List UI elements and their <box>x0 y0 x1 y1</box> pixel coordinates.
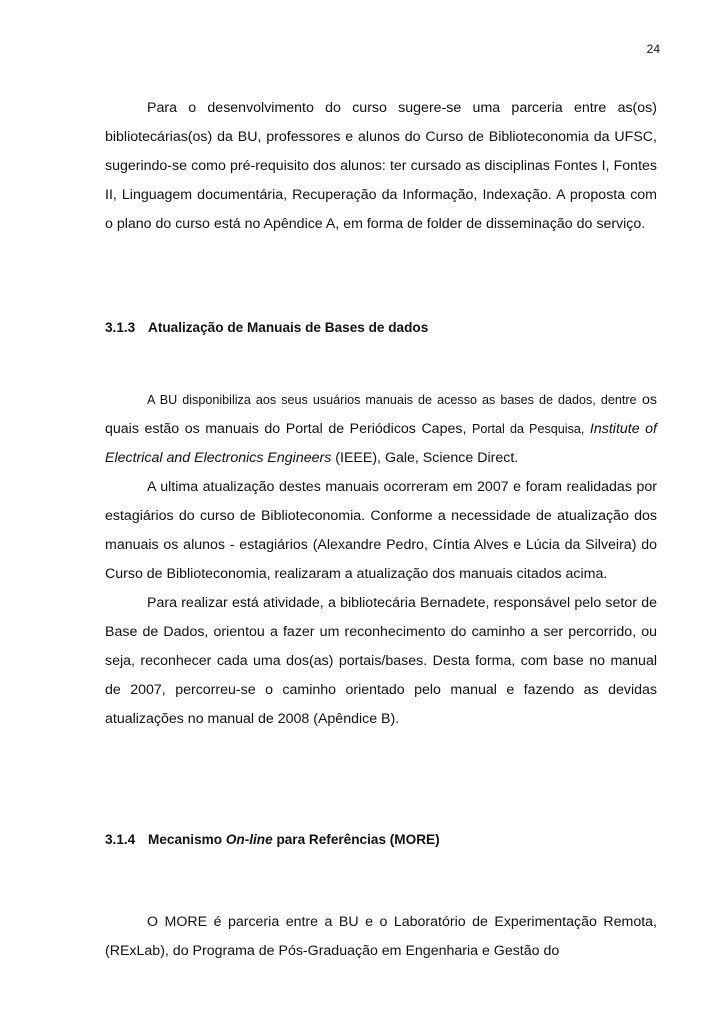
section-title: Mecanismo <box>148 832 223 847</box>
text-span: os quais estão os manuais do Portal de Periódicos Capes, <box>105 392 657 437</box>
italic-text: Institute of Electrical and Electronics Engineers <box>105 421 657 466</box>
text-span: (IEEE), Gale, Science Direct. <box>335 450 519 466</box>
section-heading-3-1-3 <box>105 320 428 335</box>
page-number: 24 <box>646 42 660 56</box>
text-span: Portal da Pesquisa, <box>471 422 585 436</box>
section-title: para Referências (MORE) <box>276 832 440 847</box>
paragraph-bu-manuals <box>105 386 657 473</box>
section-body-3-1-3 <box>105 386 657 734</box>
section-number: 3.1.3 <box>105 320 136 335</box>
section-title: Atualização de Manuais de Bases de dados <box>148 320 429 335</box>
paragraph-course-proposal: Para o desenvolvimento do curso sugere-se uma parceria entre as(os) bibliotecárias(os) da BU, professores e alunos do Curso de Biblioteconomia da UFSC, sugerindo-se como pré-requisito dos alunos: ter cursado as disciplinas Fontes I, Fontes II, Linguagem documentária, Recuperação da Informação, Indexação. A proposta com o plano do curso está no Apêndice A, em forma de folder de disseminação do serviço. <box>105 100 657 232</box>
paragraph-activity: Para realizar está atividade, a bibliotecária Bernadete, responsável pelo setor de Base de Dados, orientou a fazer um reconhecimento do caminho a ser percorrido, ou seja, reconhecer cada uma dos(as) portais/bases. Desta forma, com base no manual de 2007, percorreu-se o caminho orientado pelo manual e fazendo as devidas atualizações no manual de 2008 (Apêndice B). <box>105 595 657 727</box>
section-title-italic: On-line <box>225 832 273 847</box>
paragraph-more: O MORE é parceria entre a BU e o Laboratório de Experimentação Remota, (RExLab), do Programa de Pós-Graduação em Engenharia e Gestão do <box>105 914 657 959</box>
text-span: A BU disponibiliza aos seus usuários manuais de acesso as bases de dados, dentre <box>147 393 637 407</box>
section-number: 3.1.4 <box>105 832 136 847</box>
section-heading-3-1-4 <box>105 832 440 847</box>
paragraph-update-2007: A ultima atualização destes manuais ocorreram em 2007 e foram realidadas por estagiários do curso de Biblioteconomia. Conforme a necessidade de atualização dos manuais os alunos - estagiários (Alexandre Pedro, Cíntia Alves e Lúcia da Silveira) do Curso de Biblioteconomia, realizaram a atualização dos manuais citados acima. <box>105 479 657 582</box>
